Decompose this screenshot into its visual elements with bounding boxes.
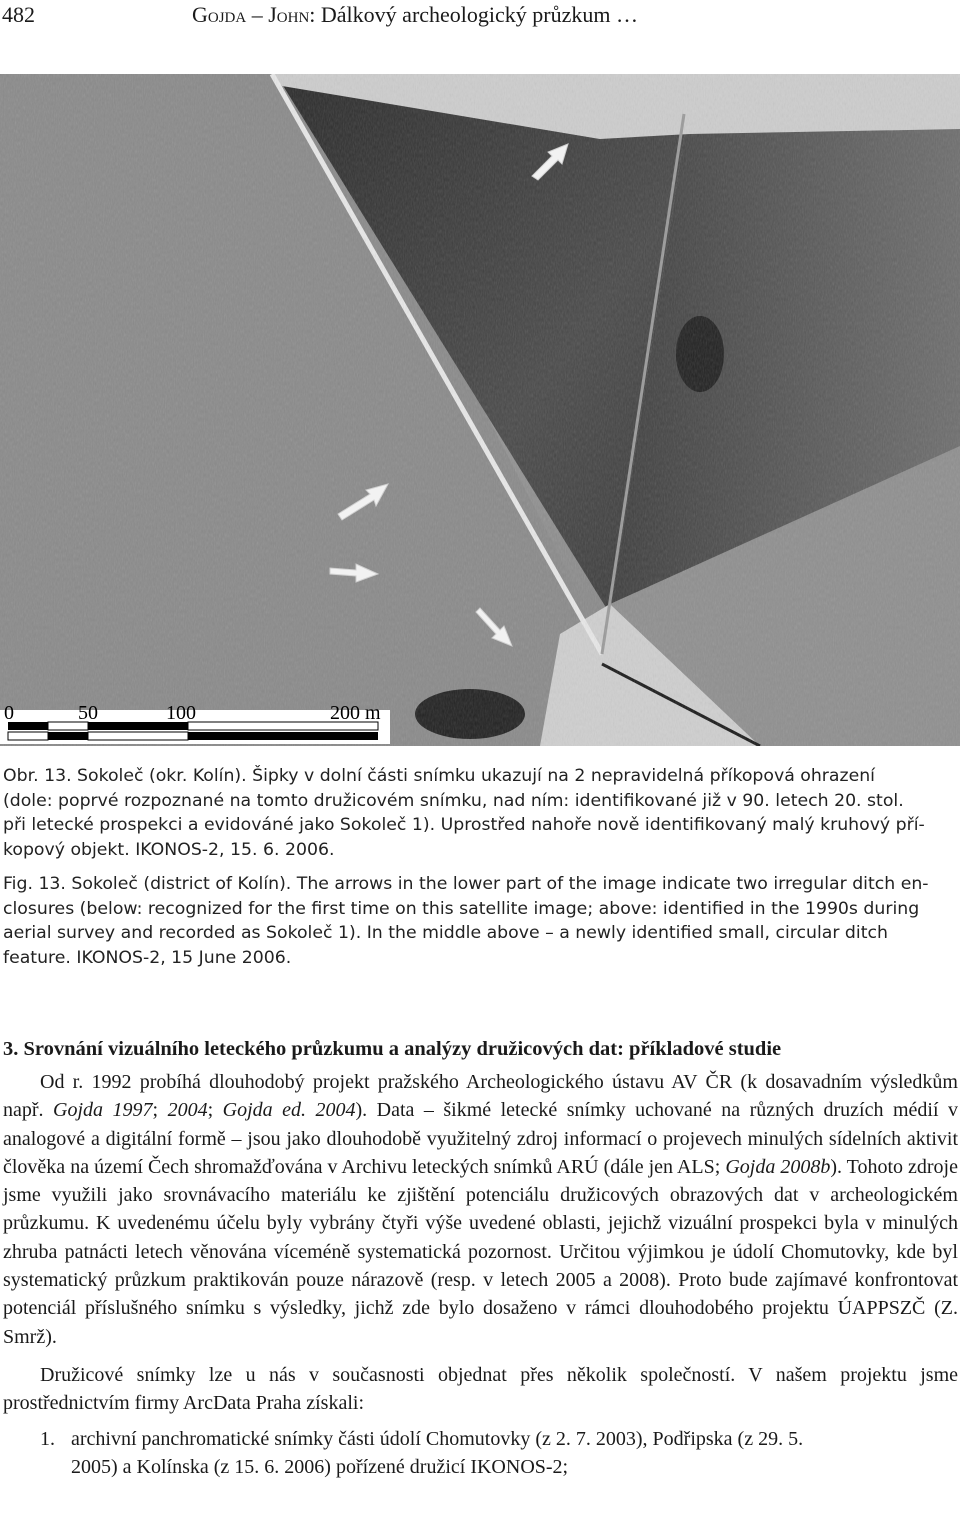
running-title (192, 0, 638, 30)
running-header (0, 0, 960, 30)
citation: Gojda 2008b (725, 1155, 831, 1178)
body-text (3, 1068, 958, 1481)
author-john: John (268, 2, 310, 27)
caption-english (3, 872, 958, 970)
caption-line: Fig. 13. Sokoleč (district of Kolín). The arrows in the lower part of the image indicate two irregular ditch en- (3, 874, 929, 894)
citation: 2004 (167, 1099, 208, 1122)
scale-label-200m: 200 m (330, 702, 381, 724)
title-rest: : Dálkový archeologický průzkum … (309, 2, 638, 27)
text-run: Od r. 1992 probíhá dlouhodobý projekt pražského Archeologického ústavu AV ČR (k dosavadním výsledkům např. (3, 1071, 958, 1122)
caption-line: closures (below: recognized for the first time on this satellite image; above: identified in the 1990s during (3, 898, 920, 919)
caption-line: při letecké prospekci a evidováné jako Sokoleč 1). Uprostřed nahoře nově identifikovaný malý kruhový pří- (3, 815, 925, 835)
list-line: 2005) a Kolínska (z 15. 6. 2006) pořízené družicí IKONOS-2; (71, 1455, 569, 1478)
scale-label-50: 50 (78, 702, 98, 724)
author-dash: – (251, 2, 263, 27)
caption-line: kopový objekt. IKONOS-2, 15. 6. 2006. (3, 839, 335, 860)
citation: Gojda 1997 (53, 1099, 153, 1122)
page-number: 482 (2, 2, 35, 27)
list-line: archivní panchromatické snímky části údolí Chomutovky (z 2. 7. 2003), Podřipska (z 29. 5. (71, 1427, 804, 1450)
satellite-image (0, 74, 960, 746)
list-number: 1. (40, 1427, 55, 1450)
caption-line: Obr. 13. Sokoleč (okr. Kolín). Šipky v dolní části snímku ukazují na 2 nepravidelná příkopová ohrazení (3, 766, 875, 786)
acquisition-list (3, 1425, 958, 1482)
caption-czech (3, 764, 958, 862)
section-heading: 3. Srovnání vizuálního leteckého průzkumu a analýzy družicových dat: příkladové studie (3, 1038, 782, 1060)
text-run: ). Tohoto zdroje jsme využili jako srovnávacího materiálu ke zjištění potenciálu družicových obrazových dat v archeologickém průzkumu. K uvedenému účelu byly vybrány čtyři výše uvedené oblasti, jejichž vizuální prospekci byla v minulých zhruba patnácti letech věnována víceméně systematická pozornost. Určitou výjimkou je údolí Chomutovky, kde byl systematický průzkum praktikován pouze nárazově (resp. v letech 2005 a 2008). Proto bude zajímavé konfrontovat potenciál příslušného snímku s výsledky, jichž zde bylo dosaženo v rámci dlouhodobého projektu ÚAPPSZČ (Z. Smrž). (3, 1155, 958, 1348)
text-run: ; (207, 1099, 223, 1122)
scale-label-0: 0 (4, 702, 14, 724)
author-gojda: Gojda (192, 2, 247, 27)
text-run: ; (152, 1099, 168, 1122)
text-run: ). Data – šikmé letecké snímky uchované na různých druzích médií v analogové a digitální formě – jsou jako dlouhodobě využitelný zdroj informací o projevech minulých sídelních aktivit člověka na území Čech shromažďována v Archivu leteckých snímků ARÚ (dále jen ALS; (3, 1099, 958, 1178)
caption-line: aerial survey and recorded as Sokoleč 1). In the middle above – a newly identified small, circular ditch (3, 923, 888, 943)
caption-line: feature. IKONOS-2, 15 June 2006. (3, 947, 292, 968)
scale-label-100: 100 (166, 702, 196, 724)
list-item (3, 1425, 958, 1482)
citation: Gojda ed. 2004 (222, 1099, 356, 1122)
paragraph-1 (3, 1068, 958, 1351)
paragraph-2: Družicové snímky lze u nás v současnosti objednat přes několik společností. V našem projektu jsme prostřednictvím firmy ArcData Praha získali: (3, 1363, 958, 1415)
caption-line: (dole: poprvé rozpoznané na tomto družicovém snímku, nad ním: identifikované již v 90. letech 20. stol. (3, 790, 904, 811)
